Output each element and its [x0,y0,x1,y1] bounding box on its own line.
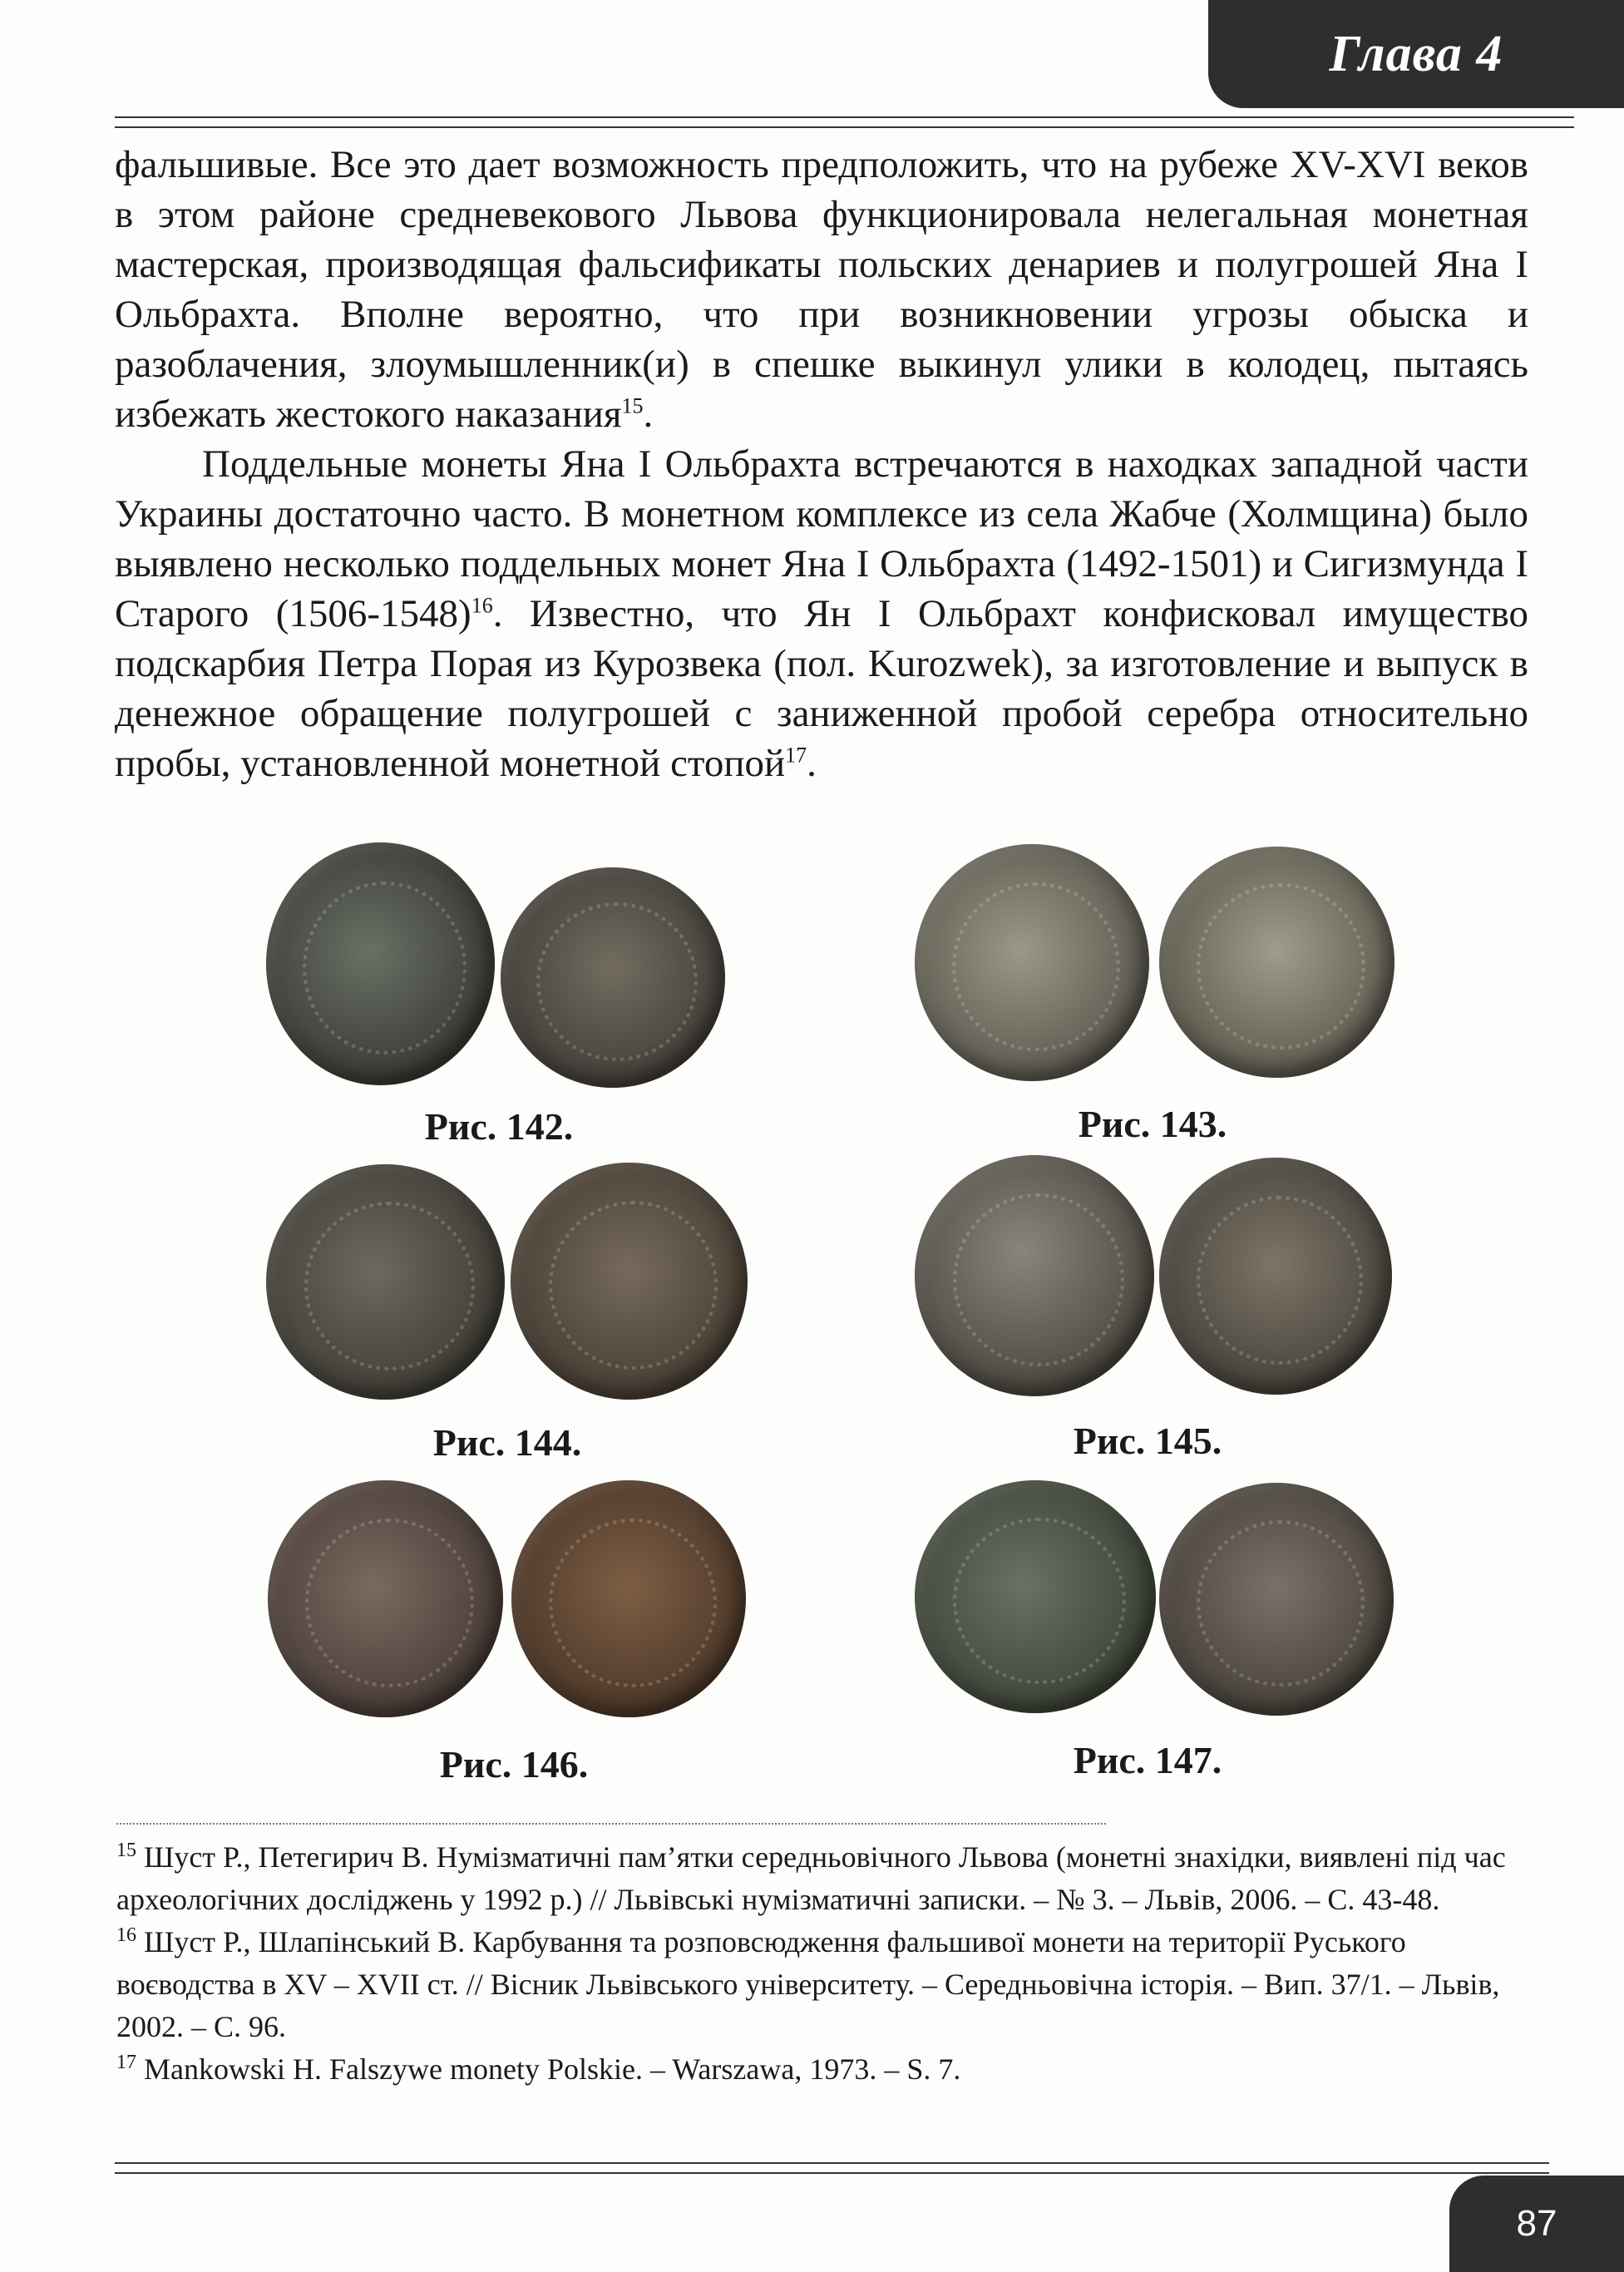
coin-obverse-142 [266,842,495,1085]
caption-144: Рис. 144. [432,1421,582,1464]
coin-reverse-144 [511,1163,748,1400]
footnote-15: $^{15}$ Шуст Р., Петегирич В. Нумізматичні пам’ятки середньовічного Львова (монетні знахідки, виявлені під час археологічних досліджень у 1992 р.) // Львівські нумізматичні записки. – № 3. – Львів, 2006. – С. 43-48. [116,1840,1506,1916]
caption-145: Рис. 145. [1073,1420,1222,1462]
caption-147: Рис. 147. [1073,1739,1222,1781]
paragraph-2: Поддельные монеты Яна I Ольбрахта встречаются в находках западной части Украины достаточно часто. В монетном комплексе из села Жабче (Холмщина) было выявлено несколько поддельных монет Яна I Ольбрахта (1492-1501) и Сигизмунда I Старого (1506-1548)$^{16}$. Известно, что Ян I Ольбрахт конфисковал имущество подскарбия Петра Порая из Курозвека (пол. Kurozwek), за изготовление и выпуск в денежное обращение полугрошей с заниженной пробой серебра относительно пробы, установленной монетной стопой$^{17}$. [115,442,1528,785]
footnote-ref-17[interactable]: 17 [785,743,807,768]
body-text [115,140,1528,788]
coin-reverse-142 [501,867,725,1088]
footnotes [116,1836,1530,2091]
caption-143: Рис. 143. [1078,1103,1227,1145]
coin-reverse-147 [1159,1483,1394,1716]
coin-reverse-143 [1159,847,1394,1078]
footnote-ref-16[interactable]: 16 [471,593,493,618]
footer-rule [115,2162,1549,2174]
caption-146: Рис. 146. [439,1743,589,1785]
footnote-17: $^{17}$ Mankowski H. Falszywe monety Polskie. – Warszawa, 1973. – S. 7. [116,2052,961,2086]
chapter-tab [1208,0,1624,108]
coin-obverse-147 [915,1480,1156,1713]
chapter-title: Глава 4 [1329,25,1503,82]
coin-obverse-143 [915,844,1149,1081]
footnote-16: $^{16}$ Шуст Р., Шлапінський В. Карбування та розповсюдження фальшивої монети на території Руського воєводства в XV – XVII ст. // Вісник Львівського університету. – Середньовічна історія. – Вип. 37/1. – Львів, 2002. – С. 96. [116,1924,1500,2043]
coin-reverse-146 [511,1480,746,1717]
coin-obverse-146 [268,1480,503,1717]
header-rule [115,116,1574,128]
coin-reverse-145 [1159,1158,1392,1395]
coin-obverse-145 [915,1155,1154,1396]
page-number-tab [1449,2176,1624,2272]
footnote-ref-15[interactable]: 15 [621,393,644,418]
coin-obverse-144 [266,1164,505,1400]
footnote-separator [116,1823,1106,1825]
paragraph-1: фальшивые. Все это дает возможность предположить, что на рубеже XV-XVI веков в этом районе средневекового Львова функционировала нелегальная монетная мастерская, производящая фальсификаты польских денариев и полугрошей Яна I Ольбрахта. Вполне вероятно, что при возникновении угрозы обыска и разоблачения, злоумышленник(и) в спешке выкинул улики в колодец, пытаясь избежать жестокого наказания$^{15}$. [115,143,1528,436]
page-number: 87 [1516,2203,1557,2244]
caption-142: Рис. 142. [424,1105,574,1148]
